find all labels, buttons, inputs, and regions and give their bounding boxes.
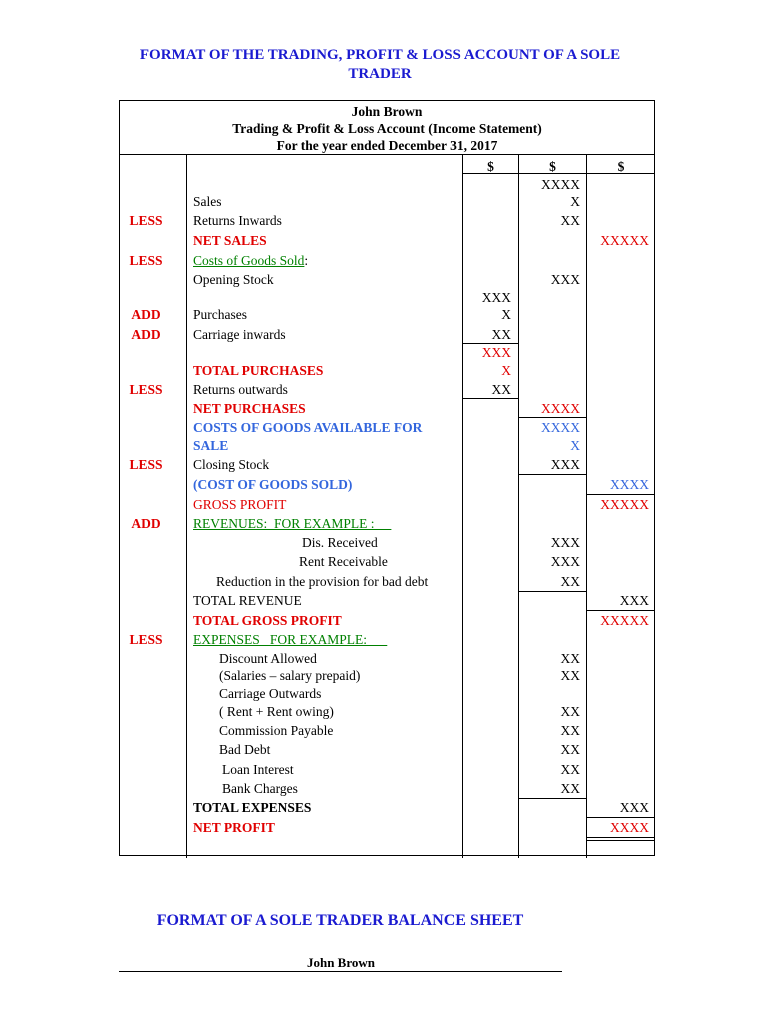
row-8-c1: XX (491, 327, 511, 342)
row-28-desc: ( Rent + Rent owing) (219, 704, 334, 719)
row-14-c2: X (570, 438, 580, 453)
row-32-c2: XX (560, 781, 580, 796)
row-10-c1: X (501, 363, 511, 378)
row-27-desc: Carriage Outwards (219, 686, 322, 701)
row-13-c2: XXXX (541, 420, 580, 435)
row-5-desc: Opening Stock (193, 272, 274, 287)
row-24-desc: EXPENSES FOR EXAMPLE: (193, 632, 388, 647)
row-3-c3: XXXXX (600, 233, 649, 248)
total-expenses-line (519, 798, 586, 799)
column-divider-c1 (462, 155, 463, 858)
row-16-c3: XXXX (610, 477, 649, 492)
row-19-desc: Dis. Received (302, 535, 378, 550)
row-7-c1: X (501, 307, 511, 322)
row-12-c2: XXXX (541, 401, 580, 416)
row-6-c1: XXX (481, 290, 511, 305)
row-26-c2: XX (560, 668, 580, 683)
header-divider (120, 154, 654, 155)
row-4-desc-suffix: : (304, 253, 309, 268)
column-header-c1: $ (487, 159, 494, 174)
row-1-desc: Sales (193, 194, 222, 209)
row-11-label: LESS (129, 382, 163, 397)
row-30-c2: XX (560, 742, 580, 757)
row-19-c2: XXX (550, 535, 580, 550)
row-33-c3: XXX (619, 800, 649, 815)
row-2-desc: Returns Inwards (193, 213, 282, 228)
row-15-c2: XXX (550, 457, 580, 472)
row-11-desc: Returns outwards (193, 382, 288, 397)
row-22-c3: XXX (619, 593, 649, 608)
row-20-c2: XXX (550, 554, 580, 569)
total-gross-profit-line (587, 610, 654, 611)
row-10-desc: TOTAL PURCHASES (193, 363, 324, 378)
row-7-desc: Purchases (193, 307, 247, 322)
row-2-c2: XX (560, 213, 580, 228)
net-purchases-line (463, 398, 518, 399)
row-11-c1: XX (491, 382, 511, 397)
row-13-desc: COSTS OF GOODS AVAILABLE FOR (193, 420, 423, 435)
row-29-c2: XX (560, 723, 580, 738)
row-0-c2: XXXX (541, 177, 580, 192)
row-26-desc: (Salaries – salary prepaid) (219, 668, 361, 683)
row-28-c2: XX (560, 704, 580, 719)
net-profit-line (587, 817, 654, 818)
row-18-label: ADD (131, 516, 161, 531)
row-16-desc: (COST OF GOODS SOLD) (193, 477, 353, 492)
row-12-desc: NET PURCHASES (193, 401, 306, 416)
balance-sheet-title: FORMAT OF A SOLE TRADER BALANCE SHEET (156, 912, 524, 929)
net-profit-double-line-2 (587, 840, 654, 841)
row-15-label: LESS (129, 457, 163, 472)
column-divider-label (186, 155, 187, 858)
row-9-c1: XXX (481, 345, 511, 360)
row-30-desc: Bad Debt (219, 742, 271, 757)
balance-sheet-underline (119, 971, 562, 972)
row-23-c3: XXXXX (600, 613, 649, 628)
row-20-desc: Rent Receivable (299, 554, 388, 569)
account-holder-name: John Brown (351, 104, 423, 119)
row-24-label: LESS (129, 632, 163, 647)
row-4-desc-wrap (193, 252, 308, 269)
row-4-desc: Costs of Goods Sold (193, 253, 305, 268)
row-32-desc: Bank Charges (222, 781, 298, 796)
row-4-label: LESS (129, 253, 163, 268)
goods-available-line (519, 417, 586, 418)
row-21-desc: Reduction in the provision for bad debt (216, 574, 429, 589)
row-14-desc: SALE (193, 438, 229, 453)
row-1-c2: X (570, 194, 580, 209)
gross-profit-line (587, 494, 654, 495)
row-34-c3: XXXX (610, 820, 649, 835)
row-5-c2: XXX (550, 272, 580, 287)
net-profit-double-line-1 (587, 837, 654, 838)
row-7-label: ADD (131, 307, 161, 322)
row-21-c2: XX (560, 574, 580, 589)
document-title: FORMAT OF THE TRADING, PROFIT & LOSS ACCOUNT OF A SOLE TRADER (139, 47, 621, 82)
statement-title: Trading & Profit & Loss Account (Income Statement) (232, 121, 542, 136)
row-31-desc: Loan Interest (222, 762, 294, 777)
row-25-desc: Discount Allowed (219, 651, 317, 666)
balance-sheet-name: John Brown (306, 955, 376, 970)
row-8-label: ADD (131, 327, 161, 342)
row-8-desc: Carriage inwards (193, 327, 286, 342)
column-header-c3: $ (617, 159, 625, 174)
row-31-c2: XX (560, 762, 580, 777)
row-34-desc: NET PROFIT (193, 820, 275, 835)
row-22-desc: TOTAL REVENUE (193, 593, 302, 608)
row-3-desc: NET SALES (193, 233, 267, 248)
row-15-desc: Closing Stock (193, 457, 270, 472)
row-17-desc: GROSS PROFIT (193, 497, 287, 512)
row-17-c3: XXXXX (600, 497, 649, 512)
row-25-c2: XX (560, 651, 580, 666)
total-revenue-line (519, 591, 586, 592)
row-23-desc: TOTAL GROSS PROFIT (193, 613, 342, 628)
cogs-line (519, 474, 586, 475)
row-33-desc: TOTAL EXPENSES (193, 800, 312, 815)
row-2-label: LESS (129, 213, 163, 228)
row-18-desc: REVENUES: FOR EXAMPLE : (193, 516, 392, 531)
statement-period: For the year ended December 31, 2017 (276, 138, 498, 153)
row-29-desc: Commission Payable (219, 723, 334, 738)
column-header-c2: $ (549, 159, 556, 174)
